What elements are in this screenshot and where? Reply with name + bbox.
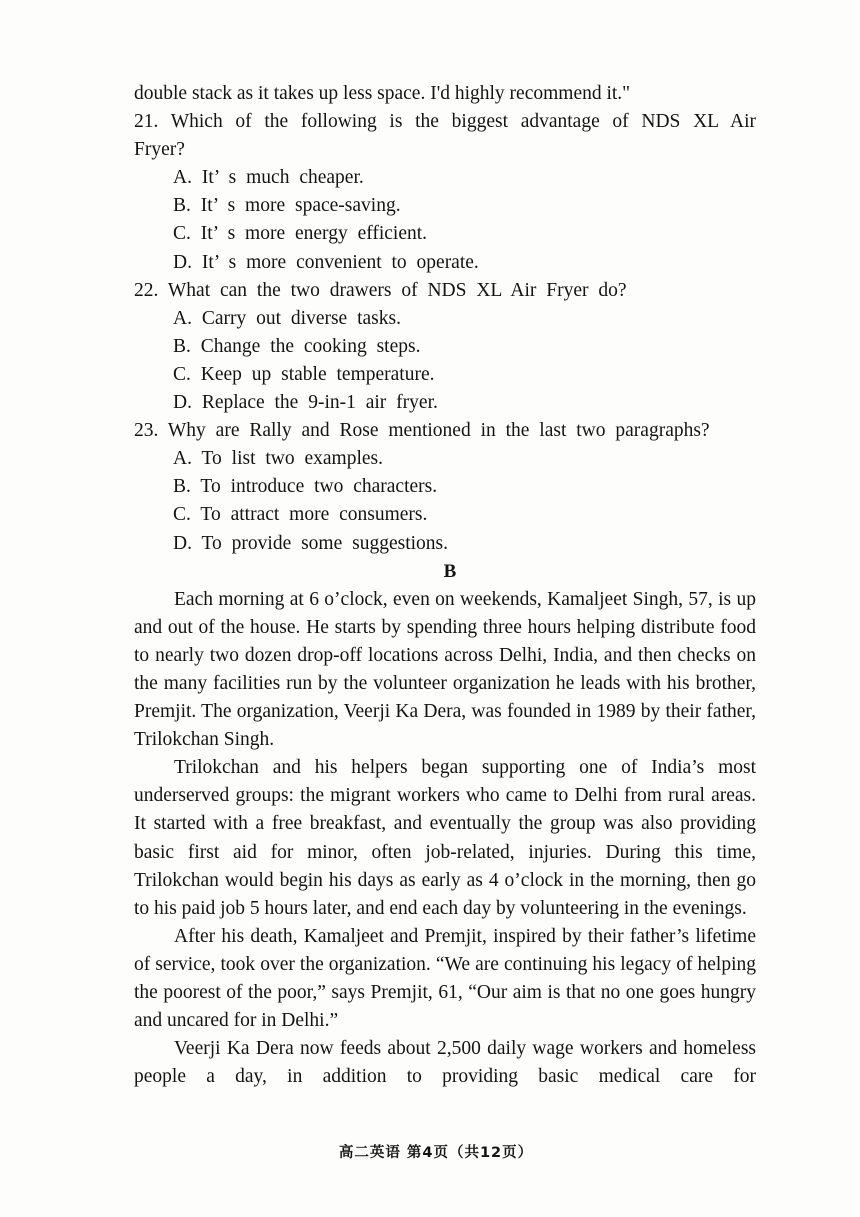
- passage-paragraph: After his death, Kamaljeet and Premjit, inspired by their father’s lifetime of service, took over the organization. “We are continuing his legacy of helping the poorest of the poor,” says Premjit, 61, “Our aim is that no one goes hungry and uncared for in Delhi.”: [134, 925, 756, 1032]
- option-b: B. To introduce two characters.: [173, 476, 438, 498]
- option-a: A. Carry out diverse tasks.: [173, 307, 401, 329]
- question-22: [134, 277, 756, 417]
- option-b: B. Change the cooking steps.: [173, 335, 421, 357]
- option-b: B. It’ s more space-saving.: [173, 195, 401, 217]
- passage-paragraph: Each morning at 6 o’clock, even on weekends, Kamaljeet Singh, 57, is up and out of the house. He starts by spending three hours helping distribute food to nearly two dozen drop-off locations across Delhi, India, and then checks on the many facilities run by the volunteer organization he leads with his brother, Premjit. The organization, Veerji Ka Dera, was founded in 1989 by their father, Trilokchan Singh.: [134, 588, 756, 751]
- option-d: D. To provide some suggestions.: [173, 532, 449, 554]
- page-footer: 高二英语 第4页（共12页）: [338, 1145, 534, 1161]
- question-23: [134, 417, 756, 557]
- option-d: D. Replace the 9-in-1 air fryer.: [173, 392, 438, 414]
- section-heading: B: [443, 560, 457, 582]
- passage-b: [134, 586, 756, 1092]
- option-a: A. To list two examples.: [173, 448, 384, 470]
- passage-paragraph: Veerji Ka Dera now feeds about 2,500 daily wage workers and homeless people a day, in addition to providing basic medical care for: [134, 1038, 756, 1088]
- option-a: A. It’ s much cheaper.: [173, 167, 364, 189]
- option-c: C. To attract more consumers.: [173, 504, 428, 526]
- option-d: D. It’ s more convenient to operate.: [173, 251, 479, 273]
- question-stem: 21. Which of the following is the biggest advantage of NDS XL Air Fryer?: [134, 111, 756, 161]
- question-stem: 23. Why are Rally and Rose mentioned in the last two paragraphs?: [134, 420, 710, 442]
- question-21: [134, 108, 756, 277]
- question-stem: 22. What can the two drawers of NDS XL Air Fryer do?: [134, 279, 627, 301]
- passage-a-closing-line: double stack as it takes up less space. I'd highly recommend it.": [134, 83, 631, 104]
- option-c: C. Keep up stable temperature.: [173, 363, 435, 385]
- page-content: [134, 80, 756, 1091]
- option-c: C. It’ s more energy efficient.: [173, 223, 428, 245]
- passage-paragraph: Trilokchan and his helpers began supporting one of India’s most underserved groups: the migrant workers who came to Delhi from rural areas. It started with a free breakfast, and eventually the group was also providing basic first aid for minor, often job-related, injuries. During this time, Trilokchan would begin his days as early as 4 o’clock in the morning, then go to his paid job 5 hours later, and end each day by volunteering in the evenings.: [134, 757, 756, 919]
